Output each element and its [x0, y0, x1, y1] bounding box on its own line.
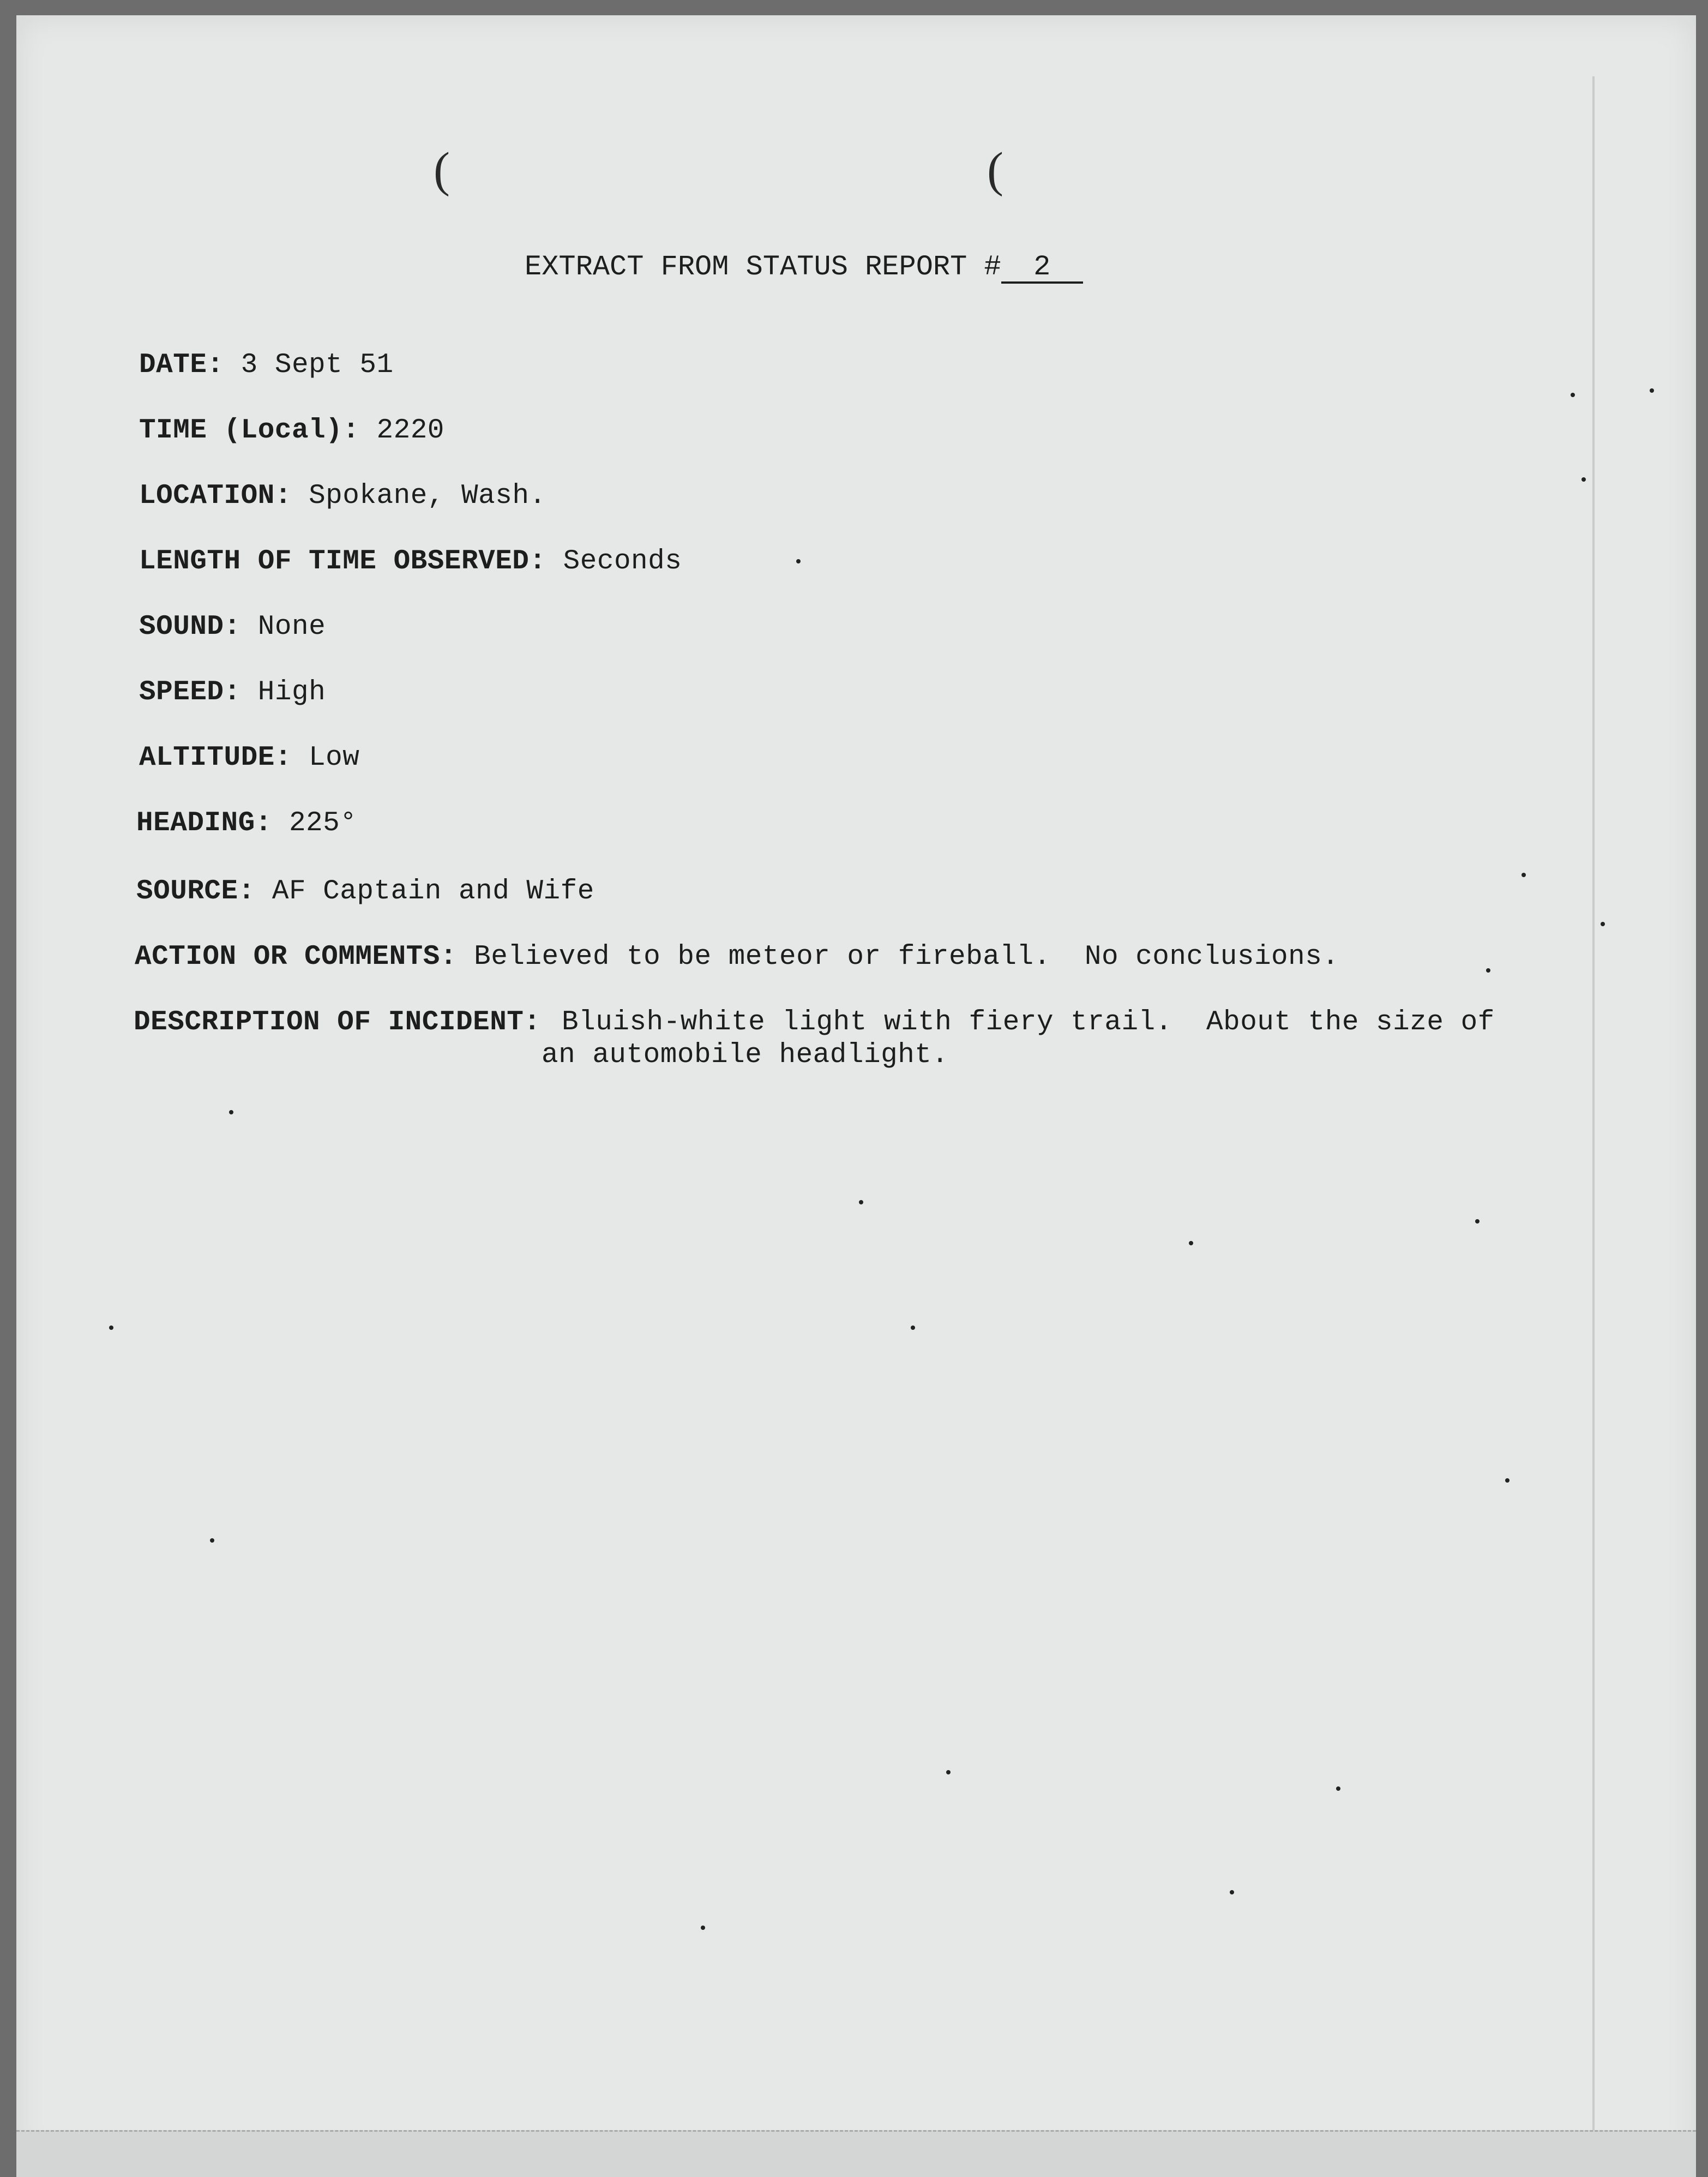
field-value: None	[257, 611, 326, 643]
field-label: ACTION OR COMMENTS:	[135, 941, 457, 973]
bottom-scan-margin	[16, 2130, 1696, 2177]
field-value: AF Captain and Wife	[272, 876, 594, 907]
description-line-2: an automobile headlight.	[542, 1040, 949, 1071]
speck	[911, 1326, 915, 1330]
punch-mark-right: (	[987, 143, 1003, 197]
field-date	[139, 349, 394, 382]
speck	[109, 1326, 113, 1330]
field-altitude	[139, 742, 359, 775]
field-value: High	[257, 677, 326, 708]
field-location	[139, 480, 546, 513]
field-value: Low	[309, 742, 360, 773]
field-label: DESCRIPTION OF INCIDENT:	[134, 1007, 541, 1038]
speck	[1336, 1786, 1340, 1791]
field-source	[136, 875, 594, 908]
speck	[1486, 968, 1490, 973]
speck	[859, 1200, 863, 1204]
paper-sheet	[16, 15, 1696, 2164]
field-value: 2220	[376, 415, 444, 446]
speck	[210, 1538, 214, 1543]
field-label: LENGTH OF TIME OBSERVED:	[139, 546, 546, 577]
title-prefix: EXTRACT FROM STATUS REPORT #	[525, 251, 1001, 283]
field-value: 3 Sept 51	[240, 350, 394, 381]
field-action-comments	[135, 941, 1339, 974]
punch-mark-left: (	[434, 143, 450, 197]
field-length-observed	[139, 545, 682, 578]
field-description-label	[134, 1006, 541, 1039]
field-label: HEADING:	[136, 808, 272, 839]
field-speed	[139, 676, 326, 709]
field-value: Believed to be meteor or fireball. No conclusions.	[474, 941, 1339, 973]
speck	[1581, 477, 1586, 482]
speck	[1475, 1219, 1480, 1224]
field-heading	[136, 807, 357, 840]
speck	[1230, 1890, 1234, 1894]
field-label: ALTITUDE:	[139, 742, 292, 773]
speck	[1650, 388, 1654, 393]
field-value: Spokane, Wash.	[309, 481, 546, 512]
speck	[229, 1110, 233, 1114]
field-label: SPEED:	[139, 677, 241, 708]
speck	[1601, 922, 1605, 926]
paper-edge-line	[1592, 76, 1595, 2138]
field-value: 225°	[288, 808, 357, 839]
speck	[946, 1770, 951, 1774]
report-number: 2	[1001, 253, 1083, 284]
description-line-1: Bluish-white light with fiery trail. About the size of	[562, 1007, 1495, 1038]
speck	[1521, 873, 1526, 877]
speck	[1571, 393, 1575, 397]
field-label: LOCATION:	[139, 481, 292, 512]
speck	[1505, 1478, 1509, 1483]
field-value: Seconds	[563, 546, 682, 577]
speck	[701, 1926, 705, 1930]
field-label: SOURCE:	[136, 876, 255, 907]
field-time	[139, 415, 444, 447]
field-label: TIME (Local):	[139, 415, 360, 446]
speck	[796, 559, 801, 563]
field-label: DATE:	[139, 350, 224, 381]
speck	[1189, 1241, 1193, 1245]
document-title	[525, 251, 1083, 284]
field-label: SOUND:	[139, 611, 241, 643]
field-sound	[139, 611, 326, 644]
